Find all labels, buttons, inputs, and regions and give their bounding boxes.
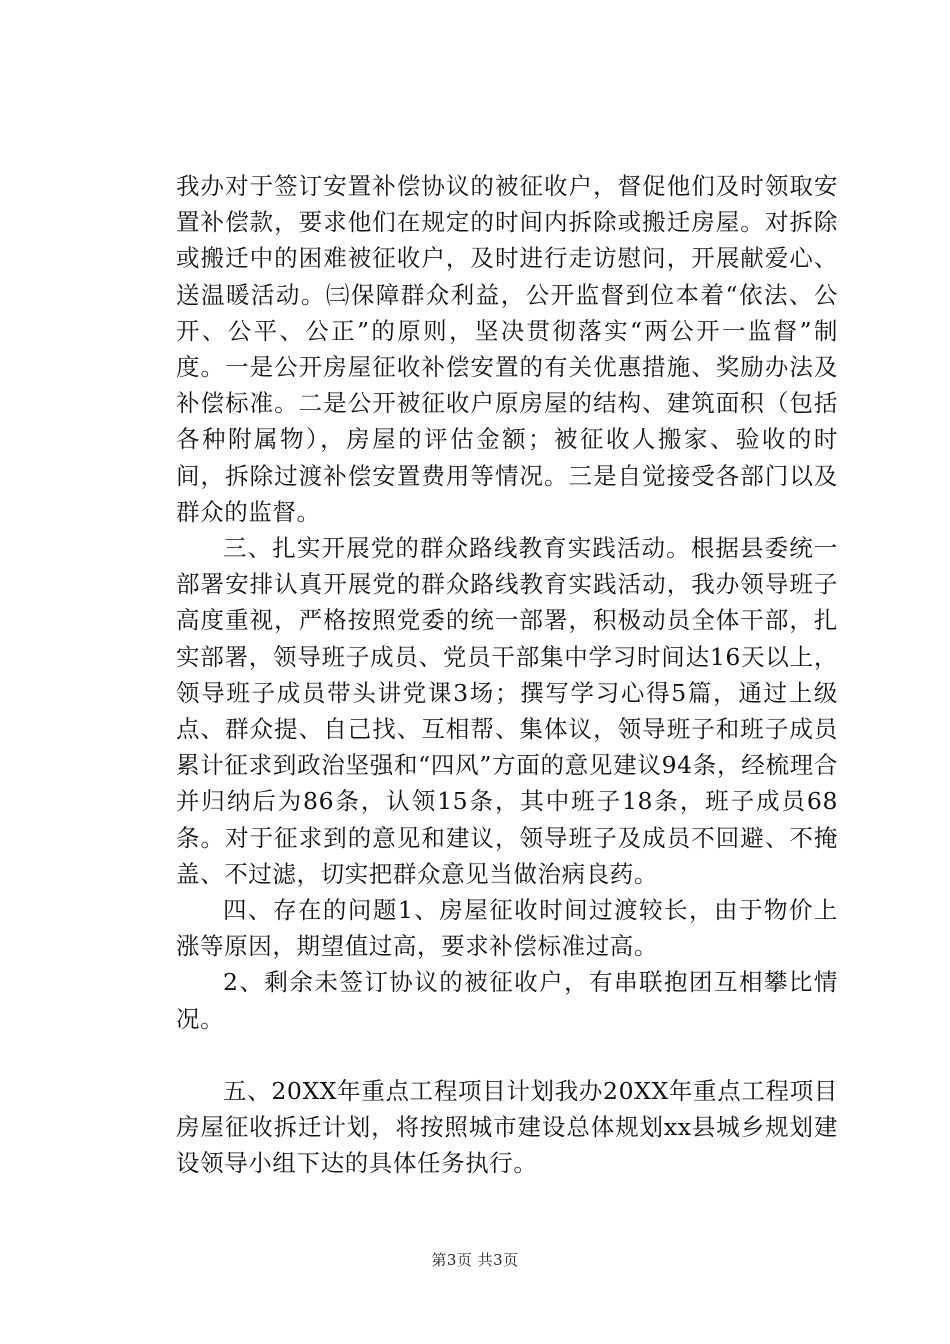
paragraph-continuation: 我办对于签订安置补偿协议的被征收户，督促他们及时领取安置补偿款，要求他们在规定的时间内拆除或搬迁房屋。对拆除或搬迁中的困难被征收户，及时进行走访慰问，开展献爱心、送温暖活动。㈢保障群众利益，公开监督到位本着“依法、公开、公平、公正”的原则，坚决贯彻落实“两公开一监督”制度。一是公开房屋征收补偿安置的有关优惠措施、奖励办法及补偿标准。二是公开被征收户原房屋的结构、建筑面积（包括各种附属物），房屋的评估金额；被征收人搬家、验收的时间，拆除过渡补偿安置费用等情况。三是自觉接受各部门以及群众的监督。 (176, 172, 838, 526)
paragraph-item-two: 2、剩余未签订协议的被征收户，有串联抱团互相攀比情况。 (176, 968, 838, 1033)
paragraph-section-five: 五、20XX年重点工程项目计划我办20XX年重点工程项目房屋征收拆迁计划，将按照城市建设总体规划xx县城乡规划建设领导小组下达的具体任务执行。 (176, 1076, 838, 1178)
paragraph-spacer (176, 1037, 838, 1073)
paragraph-section-four: 四、存在的问题1、房屋征收时间过渡较长，由于物价上涨等原因，期望值过高，要求补偿标准过高。 (176, 896, 838, 961)
page-number-footer: 第3页 共3页 (431, 1251, 519, 1269)
paragraph-section-three: 三、扎实开展党的群众路线教育实践活动。根据县委统一部署安排认真开展党的群众路线教育实践活动，我办领导班子高度重视，严格按照党委的统一部署，积极动员全体干部，扎实部署，领导班子成员、党员干部集中学习时间达16天以上，领导班子成员带头讲党课3场；撰写学习心得5篇，通过上级点、群众提、自己找、互相帮、集体议，领导班子和班子成员累计征求到政治坚强和“四风”方面的意见建议94条，经梳理合并归纳后为86条，认领15条，其中班子18条，班子成员68条。对于征求到的意见和建议，领导班子及成员不回避、不掩盖、不过滤，切实把群众意见当做治病良药。 (176, 534, 838, 888)
document-body (176, 168, 838, 1181)
